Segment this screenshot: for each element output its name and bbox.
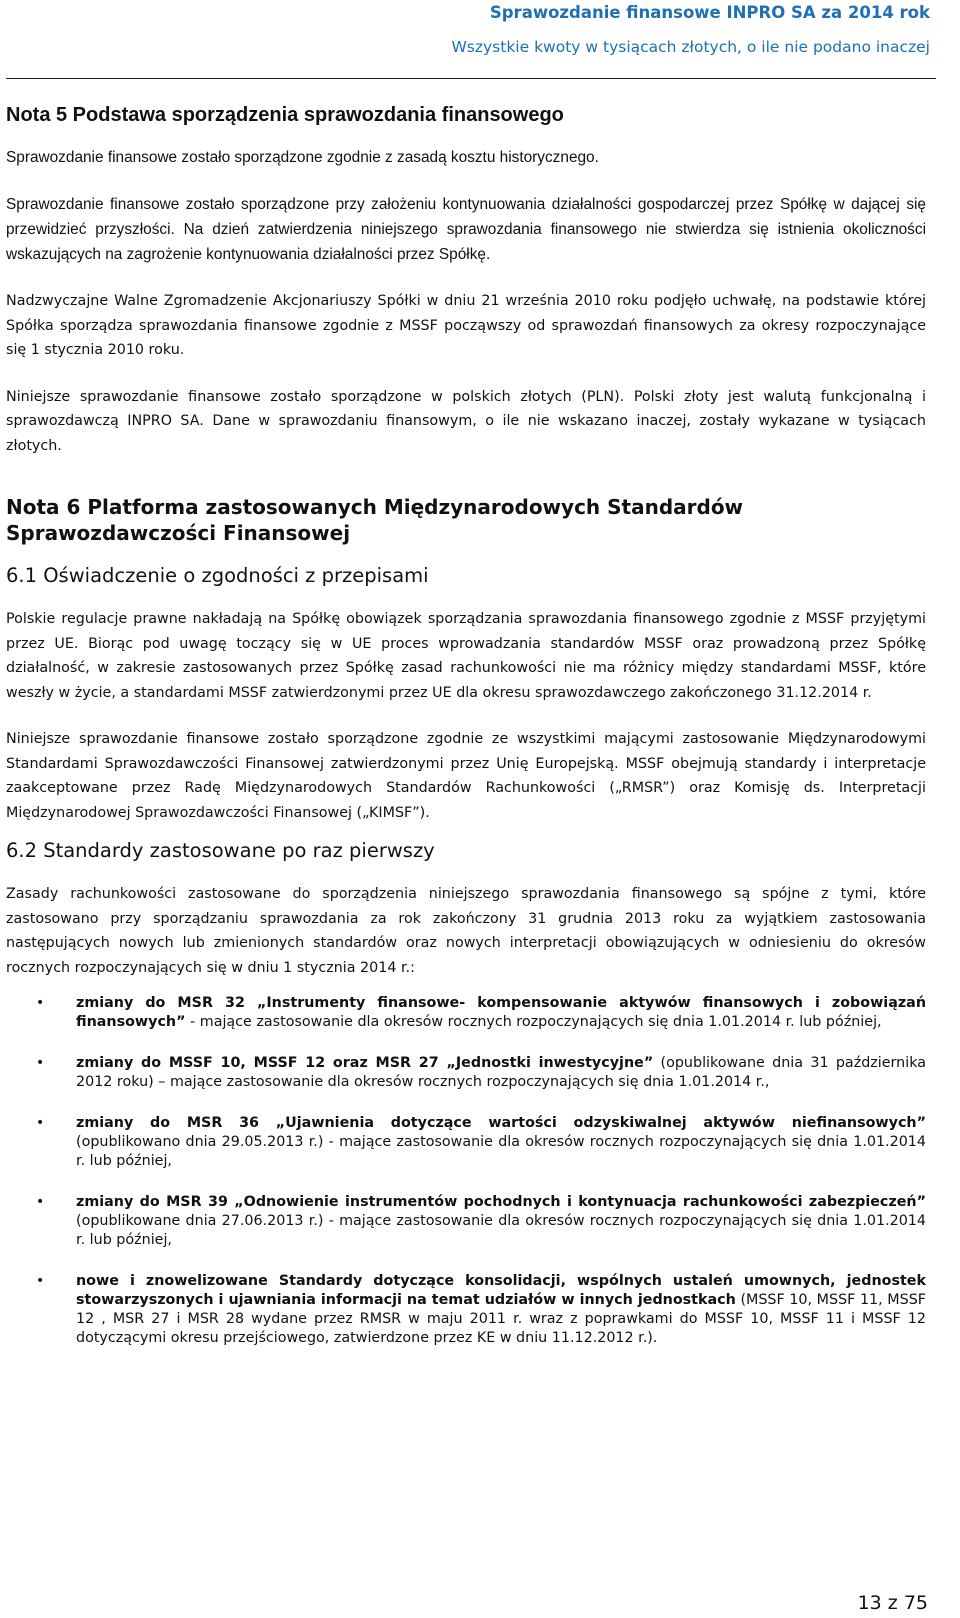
- bullet-icon: •: [36, 1115, 45, 1131]
- bullet-icon: •: [36, 1055, 45, 1071]
- item-text: - mające zastosowanie dla okresów rocznych rozpoczynających się dnia 1.01.2014 r. lub później,: [185, 1014, 882, 1030]
- item-bold-text: zmiany do MSR 32 „Instrumenty finansowe- kompensowanie aktywów finansowych i zobowiązań finansowych”: [76, 995, 926, 1030]
- bullet-icon: •: [36, 1273, 45, 1289]
- header-divider: [6, 78, 936, 79]
- bullet-icon: •: [36, 1194, 45, 1210]
- report-title: Sprawozdanie finansowe INPRO SA za 2014 rok: [489, 3, 930, 22]
- list-item: [6, 994, 926, 1032]
- report-subtitle: Wszystkie kwoty w tysiącach złotych, o ile nie podano inaczej: [451, 38, 930, 56]
- nota5-heading: Nota 5 Podstawa sporządzenia sprawozdania finansowego: [6, 104, 564, 126]
- nota5-paragraph-2: Sprawozdanie finansowe zostało sporządzone przy założeniu kontynuowania działalności gospodarczej przez Spółkę w dającej się przewidzieć przyszłości. Na dzień zatwierdzenia niniejszego sprawozdania finansowego nie stwierdza się istnienia okoliczności wskazujących na zagrożenie kontynuowania działalności przez Spółkę.: [6, 196, 926, 263]
- item-bold-text: zmiany do MSSF 10, MSSF 12 oraz MSR 27 „Jednostki inwestycyjne”: [76, 1055, 654, 1071]
- item-text: (MSSF 10, MSSF 11, MSSF 12 , MSR 27 i MSR 28 wydane przez RMSR w maju 2011 r. wraz z poprawkami do MSSF 10, MSSF 11 i MSSF 12 dotyczącymi okresu przejściowego, zatwierdzone przez KE w dniu 11.12.2012 r.).: [76, 1292, 927, 1346]
- item-bold-text: nowe i znowelizowane Standardy dotyczące konsolidacji, wspólnych ustaleń umownych, jednostek stowarzyszonych i ujawniania informacji na temat udziałów w innych jednostkach: [76, 1273, 926, 1308]
- item-text: (opublikowano dnia 29.05.2013 r.) - mające zastosowanie dla okresów rocznych rozpoczynających się dnia 1.01.2014 r. lub później,: [76, 1134, 926, 1169]
- section-6-1-heading: 6.1 Oświadczenie o zgodności z przepisami: [6, 564, 429, 587]
- item-text: (opublikowane dnia 27.06.2013 r.) - mające zastosowanie dla okresów rocznych rozpoczynających się dnia 1.01.2014 r. lub później,: [76, 1213, 926, 1248]
- nota6-heading: Nota 6 Platforma zastosowanych Międzynarodowych Standardów Sprawozdawczości Finansowej: [6, 495, 744, 545]
- nota5-paragraph-1: Sprawozdanie finansowe zostało sporządzone zgodnie z zasadą kosztu historycznego.: [6, 149, 599, 166]
- section-6-1-paragraph-1: Polskie regulacje prawne nakładają na Spółkę obowiązek sporządzania sprawozdania finansowego zgodnie z MSSF przyjętymi przez UE. Biorąc pod uwagę toczący się w UE proces wprowadzania standardów MSSF oraz prowadzoną przez Spółkę działalność, w zakresie zastosowanych przez Spółkę zasad rachunkowości nie ma różnicy między standardami MSSF, które weszły w życie, a standardami MSSF zatwierdzonymi przez UE dla okresu sprawozdawczego zakończonego 31.12.2014 r.: [6, 611, 926, 701]
- nota5-paragraph-3: Nadzwyczajne Walne Zgromadzenie Akcjonariuszy Spółki w dniu 21 września 2010 roku podjęło uchwałę, na podstawie której Spółka sporządza sprawozdania finansowe zgodnie z MSSF począwszy od sprawozdań finansowych za okresy rozpoczynające się 1 stycznia 2010 roku.: [6, 293, 926, 358]
- section-6-2-paragraph-1: Zasady rachunkowości zastosowane do sporządzenia niniejszego sprawozdania finansowego są spójne z tymi, które zastosowano przy sporządzaniu sprawozdania za rok zakończony 31 grudnia 2013 roku za wyjątkiem zastosowania następujących nowych lub zmienionych standardów oraz nowych interpretacji obowiązujących w odniesieniu do okresów rocznych rozpoczynających się w dniu 1 stycznia 2014 r.:: [6, 886, 926, 976]
- list-item: [6, 1193, 926, 1250]
- section-6-1-paragraph-2: Niniejsze sprawozdanie finansowe zostało sporządzone zgodnie ze wszystkimi mającymi zastosowanie Międzynarodowymi Standardami Sprawozdawczości Finansowej zatwierdzonymi przez Unię Europejską. MSSF obejmują standardy i interpretacje zaakceptowane przez Radę Międzynarodowych Standardów Rachunkowości („RMSR”) oraz Komisję ds. Interpretacji Międzynarodowej Sprawozdawczości Finansowej („KIMSF”).: [6, 731, 926, 821]
- section-6-2-heading: 6.2 Standardy zastosowane po raz pierwszy: [6, 839, 435, 862]
- page-number: 13 z 75: [857, 1592, 928, 1614]
- document-body: [6, 104, 926, 1370]
- list-item: [6, 1054, 926, 1092]
- standards-list: [6, 994, 926, 1348]
- bullet-icon: •: [36, 995, 45, 1011]
- list-item: [6, 1114, 926, 1171]
- item-text: (opublikowane dnia 31 października 2012 roku) – mające zastosowanie dla okresów rocznych rozpoczynających się dnia 1.01.2014 r.,: [76, 1055, 926, 1090]
- item-bold-text: zmiany do MSR 36 „Ujawnienia dotyczące wartości odzyskiwalnej aktywów niefinansowych”: [76, 1115, 926, 1131]
- list-item: [6, 1272, 926, 1348]
- item-bold-text: zmiany do MSR 39 „Odnowienie instrumentów pochodnych i kontynuacja rachunkowości zabezpieczeń”: [76, 1194, 926, 1210]
- nota5-paragraph-4: Niniejsze sprawozdanie finansowe zostało sporządzone w polskich złotych (PLN). Polski złoty jest walutą funkcjonalną i sprawozdawczą INPRO SA. Dane w sprawozdaniu finansowym, o ile nie wskazano inaczej, zostały wykazane w tysiącach złotych.: [6, 388, 926, 454]
